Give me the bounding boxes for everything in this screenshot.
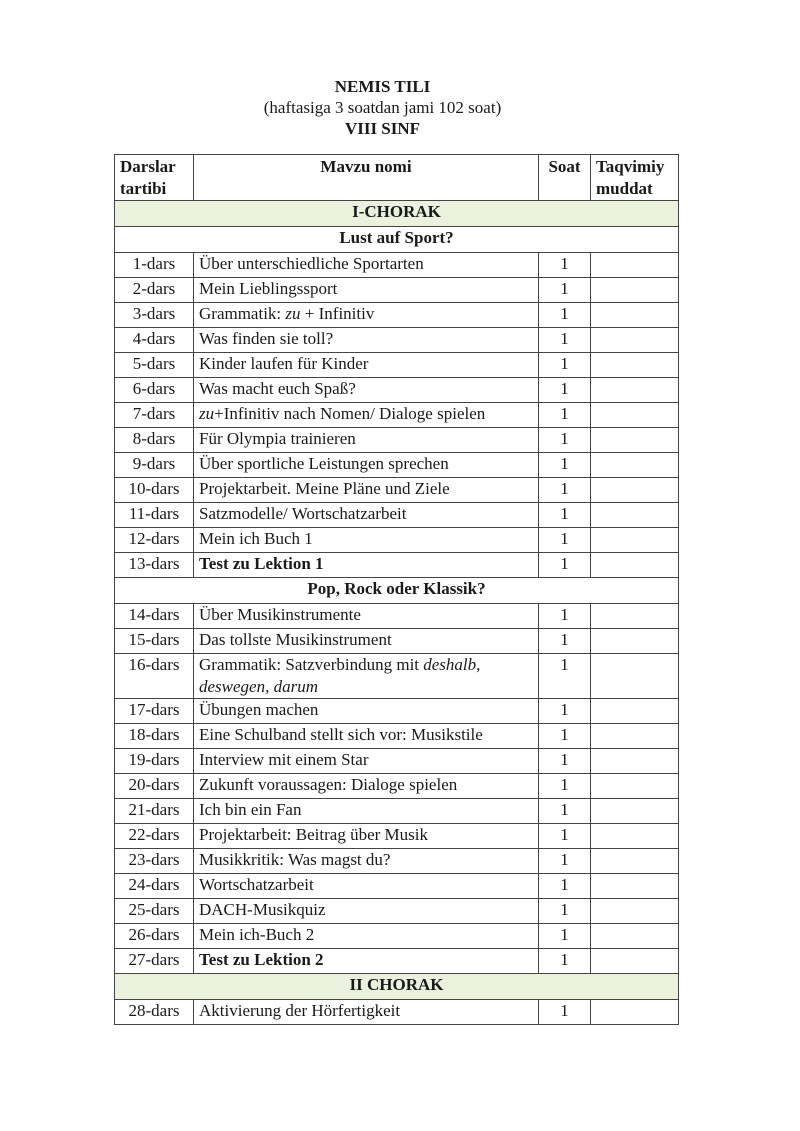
table-row — [115, 604, 679, 629]
lesson-topic: Was finden sie toll? — [194, 328, 539, 353]
table-row — [115, 1000, 679, 1025]
lesson-schedule — [591, 874, 679, 899]
table-row — [115, 428, 679, 453]
lesson-schedule — [591, 328, 679, 353]
lesson-hours: 1 — [539, 478, 591, 503]
lesson-schedule — [591, 774, 679, 799]
col-header-schedule: Taqvimiy muddat — [591, 155, 679, 201]
lesson-number: 19-dars — [115, 749, 194, 774]
lesson-topic: Mein ich Buch 1 — [194, 528, 539, 553]
lesson-hours: 1 — [539, 849, 591, 874]
lesson-topic: Aktivierung der Hörfertigkeit — [194, 1000, 539, 1025]
lesson-topic: Projektarbeit. Meine Pläne und Ziele — [194, 478, 539, 503]
lesson-topic: Über Musikinstrumente — [194, 604, 539, 629]
lesson-schedule — [591, 403, 679, 428]
lesson-number: 24-dars — [115, 874, 194, 899]
table-row — [115, 654, 679, 699]
lesson-hours: 1 — [539, 403, 591, 428]
table-row — [115, 924, 679, 949]
lesson-schedule — [591, 428, 679, 453]
table-row — [115, 799, 679, 824]
table-row — [115, 824, 679, 849]
lesson-hours: 1 — [539, 874, 591, 899]
table-row — [115, 553, 679, 578]
lesson-number: 21-dars — [115, 799, 194, 824]
lesson-hours: 1 — [539, 604, 591, 629]
lesson-schedule — [591, 378, 679, 403]
lesson-topic: Mein ich-Buch 2 — [194, 924, 539, 949]
unit-row — [115, 578, 679, 604]
lesson-hours: 1 — [539, 503, 591, 528]
lesson-topic: Kinder laufen für Kinder — [194, 353, 539, 378]
lesson-hours: 1 — [539, 774, 591, 799]
lesson-number: 2-dars — [115, 278, 194, 303]
lesson-topic: Über sportliche Leistungen sprechen — [194, 453, 539, 478]
lesson-topic: Test zu Lektion 1 — [194, 553, 539, 578]
lesson-schedule — [591, 949, 679, 974]
lesson-schedule — [591, 253, 679, 278]
lesson-number: 9-dars — [115, 453, 194, 478]
table-row — [115, 503, 679, 528]
lesson-hours: 1 — [539, 949, 591, 974]
table-row — [115, 774, 679, 799]
lesson-number: 10-dars — [115, 478, 194, 503]
lesson-topic: Wortschatzarbeit — [194, 874, 539, 899]
lesson-topic: Das tollste Musikinstrument — [194, 629, 539, 654]
quarter-row — [115, 974, 679, 1000]
table-row — [115, 724, 679, 749]
lesson-topic: zu+Infinitiv nach Nomen/ Dialoge spielen — [194, 403, 539, 428]
grade-title: VIII SINF — [344, 119, 421, 138]
lesson-number: 4-dars — [115, 328, 194, 353]
lesson-topic: Ich bin ein Fan — [194, 799, 539, 824]
lesson-topic: Übungen machen — [194, 699, 539, 724]
subject-title: NEMIS TILI — [334, 77, 431, 96]
table-row — [115, 278, 679, 303]
lesson-schedule — [591, 699, 679, 724]
table-row — [115, 253, 679, 278]
lesson-topic: Eine Schulband stellt sich vor: Musikstile — [194, 724, 539, 749]
table-row — [115, 528, 679, 553]
lesson-topic: Test zu Lektion 2 — [194, 949, 539, 974]
table-row — [115, 353, 679, 378]
lesson-topic: Musikkritik: Was magst du? — [194, 849, 539, 874]
lesson-hours: 1 — [539, 899, 591, 924]
lesson-number: 13-dars — [115, 553, 194, 578]
table-row — [115, 303, 679, 328]
table-row — [115, 949, 679, 974]
lesson-schedule — [591, 654, 679, 699]
quarter-label: I-CHORAK — [115, 201, 679, 227]
lesson-schedule — [591, 799, 679, 824]
lesson-hours: 1 — [539, 924, 591, 949]
lesson-hours: 1 — [539, 654, 591, 699]
lesson-number: 18-dars — [115, 724, 194, 749]
lesson-schedule — [591, 503, 679, 528]
lesson-schedule — [591, 478, 679, 503]
lesson-schedule — [591, 303, 679, 328]
document-header — [0, 76, 800, 139]
lesson-number: 27-dars — [115, 949, 194, 974]
lesson-topic: Für Olympia trainieren — [194, 428, 539, 453]
lesson-schedule — [591, 849, 679, 874]
lesson-topic: Grammatik: zu + Infinitiv — [194, 303, 539, 328]
lesson-number: 22-dars — [115, 824, 194, 849]
lesson-schedule — [591, 724, 679, 749]
quarter-label: II CHORAK — [115, 974, 679, 1000]
lesson-schedule — [591, 604, 679, 629]
lesson-topic: Satzmodelle/ Wortschatzarbeit — [194, 503, 539, 528]
lesson-hours: 1 — [539, 799, 591, 824]
table-row — [115, 453, 679, 478]
lesson-schedule — [591, 278, 679, 303]
lesson-number: 7-dars — [115, 403, 194, 428]
lesson-hours: 1 — [539, 378, 591, 403]
lesson-topic: Über unterschiedliche Sportarten — [194, 253, 539, 278]
lesson-schedule — [591, 824, 679, 849]
lesson-hours: 1 — [539, 428, 591, 453]
lesson-schedule — [591, 899, 679, 924]
lesson-topic: Interview mit einem Star — [194, 749, 539, 774]
lesson-number: 5-dars — [115, 353, 194, 378]
lesson-number: 3-dars — [115, 303, 194, 328]
table-header-row — [115, 155, 679, 201]
lesson-hours: 1 — [539, 253, 591, 278]
lesson-number: 28-dars — [115, 1000, 194, 1025]
table-row — [115, 403, 679, 428]
col-header-hours: Soat — [539, 155, 591, 201]
lesson-number: 17-dars — [115, 699, 194, 724]
lesson-plan-table — [114, 154, 679, 1025]
lesson-topic: Projektarbeit: Beitrag über Musik — [194, 824, 539, 849]
hours-subtitle: (haftasiga 3 soatdan jami 102 soat) — [263, 98, 502, 117]
col-header-order: Darslar tartibi — [115, 155, 194, 201]
lesson-hours: 1 — [539, 1000, 591, 1025]
table-row — [115, 699, 679, 724]
lesson-hours: 1 — [539, 724, 591, 749]
lesson-topic: Mein Lieblingssport — [194, 278, 539, 303]
lesson-number: 16-dars — [115, 654, 194, 699]
lesson-schedule — [591, 553, 679, 578]
lesson-topic: Was macht euch Spaß? — [194, 378, 539, 403]
table-row — [115, 328, 679, 353]
lesson-hours: 1 — [539, 528, 591, 553]
lesson-number: 25-dars — [115, 899, 194, 924]
table-row — [115, 478, 679, 503]
unit-label: Lust auf Sport? — [115, 227, 679, 253]
lesson-topic: Grammatik: Satzverbindung mit deshalb, deswegen, darum — [194, 654, 539, 699]
lesson-number: 15-dars — [115, 629, 194, 654]
table-row — [115, 378, 679, 403]
lesson-hours: 1 — [539, 453, 591, 478]
table-row — [115, 749, 679, 774]
lesson-schedule — [591, 629, 679, 654]
unit-row — [115, 227, 679, 253]
lesson-number: 14-dars — [115, 604, 194, 629]
lesson-hours: 1 — [539, 553, 591, 578]
col-header-topic: Mavzu nomi — [194, 155, 539, 201]
lesson-schedule — [591, 353, 679, 378]
table-row — [115, 899, 679, 924]
lesson-hours: 1 — [539, 629, 591, 654]
unit-label: Pop, Rock oder Klassik? — [115, 578, 679, 604]
lesson-number: 1-dars — [115, 253, 194, 278]
lesson-hours: 1 — [539, 699, 591, 724]
lesson-number: 6-dars — [115, 378, 194, 403]
lesson-number: 11-dars — [115, 503, 194, 528]
lesson-topic: DACH-Musikquiz — [194, 899, 539, 924]
lesson-topic: Zukunft voraussagen: Dialoge spielen — [194, 774, 539, 799]
lesson-schedule — [591, 528, 679, 553]
lesson-hours: 1 — [539, 353, 591, 378]
lesson-schedule — [591, 1000, 679, 1025]
table-row — [115, 849, 679, 874]
lesson-schedule — [591, 453, 679, 478]
table-row — [115, 629, 679, 654]
lesson-hours: 1 — [539, 328, 591, 353]
lesson-schedule — [591, 924, 679, 949]
lesson-number: 8-dars — [115, 428, 194, 453]
lesson-number: 12-dars — [115, 528, 194, 553]
lesson-hours: 1 — [539, 303, 591, 328]
lesson-number: 26-dars — [115, 924, 194, 949]
lesson-number: 23-dars — [115, 849, 194, 874]
lesson-hours: 1 — [539, 824, 591, 849]
lesson-schedule — [591, 749, 679, 774]
lesson-hours: 1 — [539, 749, 591, 774]
table-row — [115, 874, 679, 899]
lesson-number: 20-dars — [115, 774, 194, 799]
quarter-row — [115, 201, 679, 227]
lesson-hours: 1 — [539, 278, 591, 303]
